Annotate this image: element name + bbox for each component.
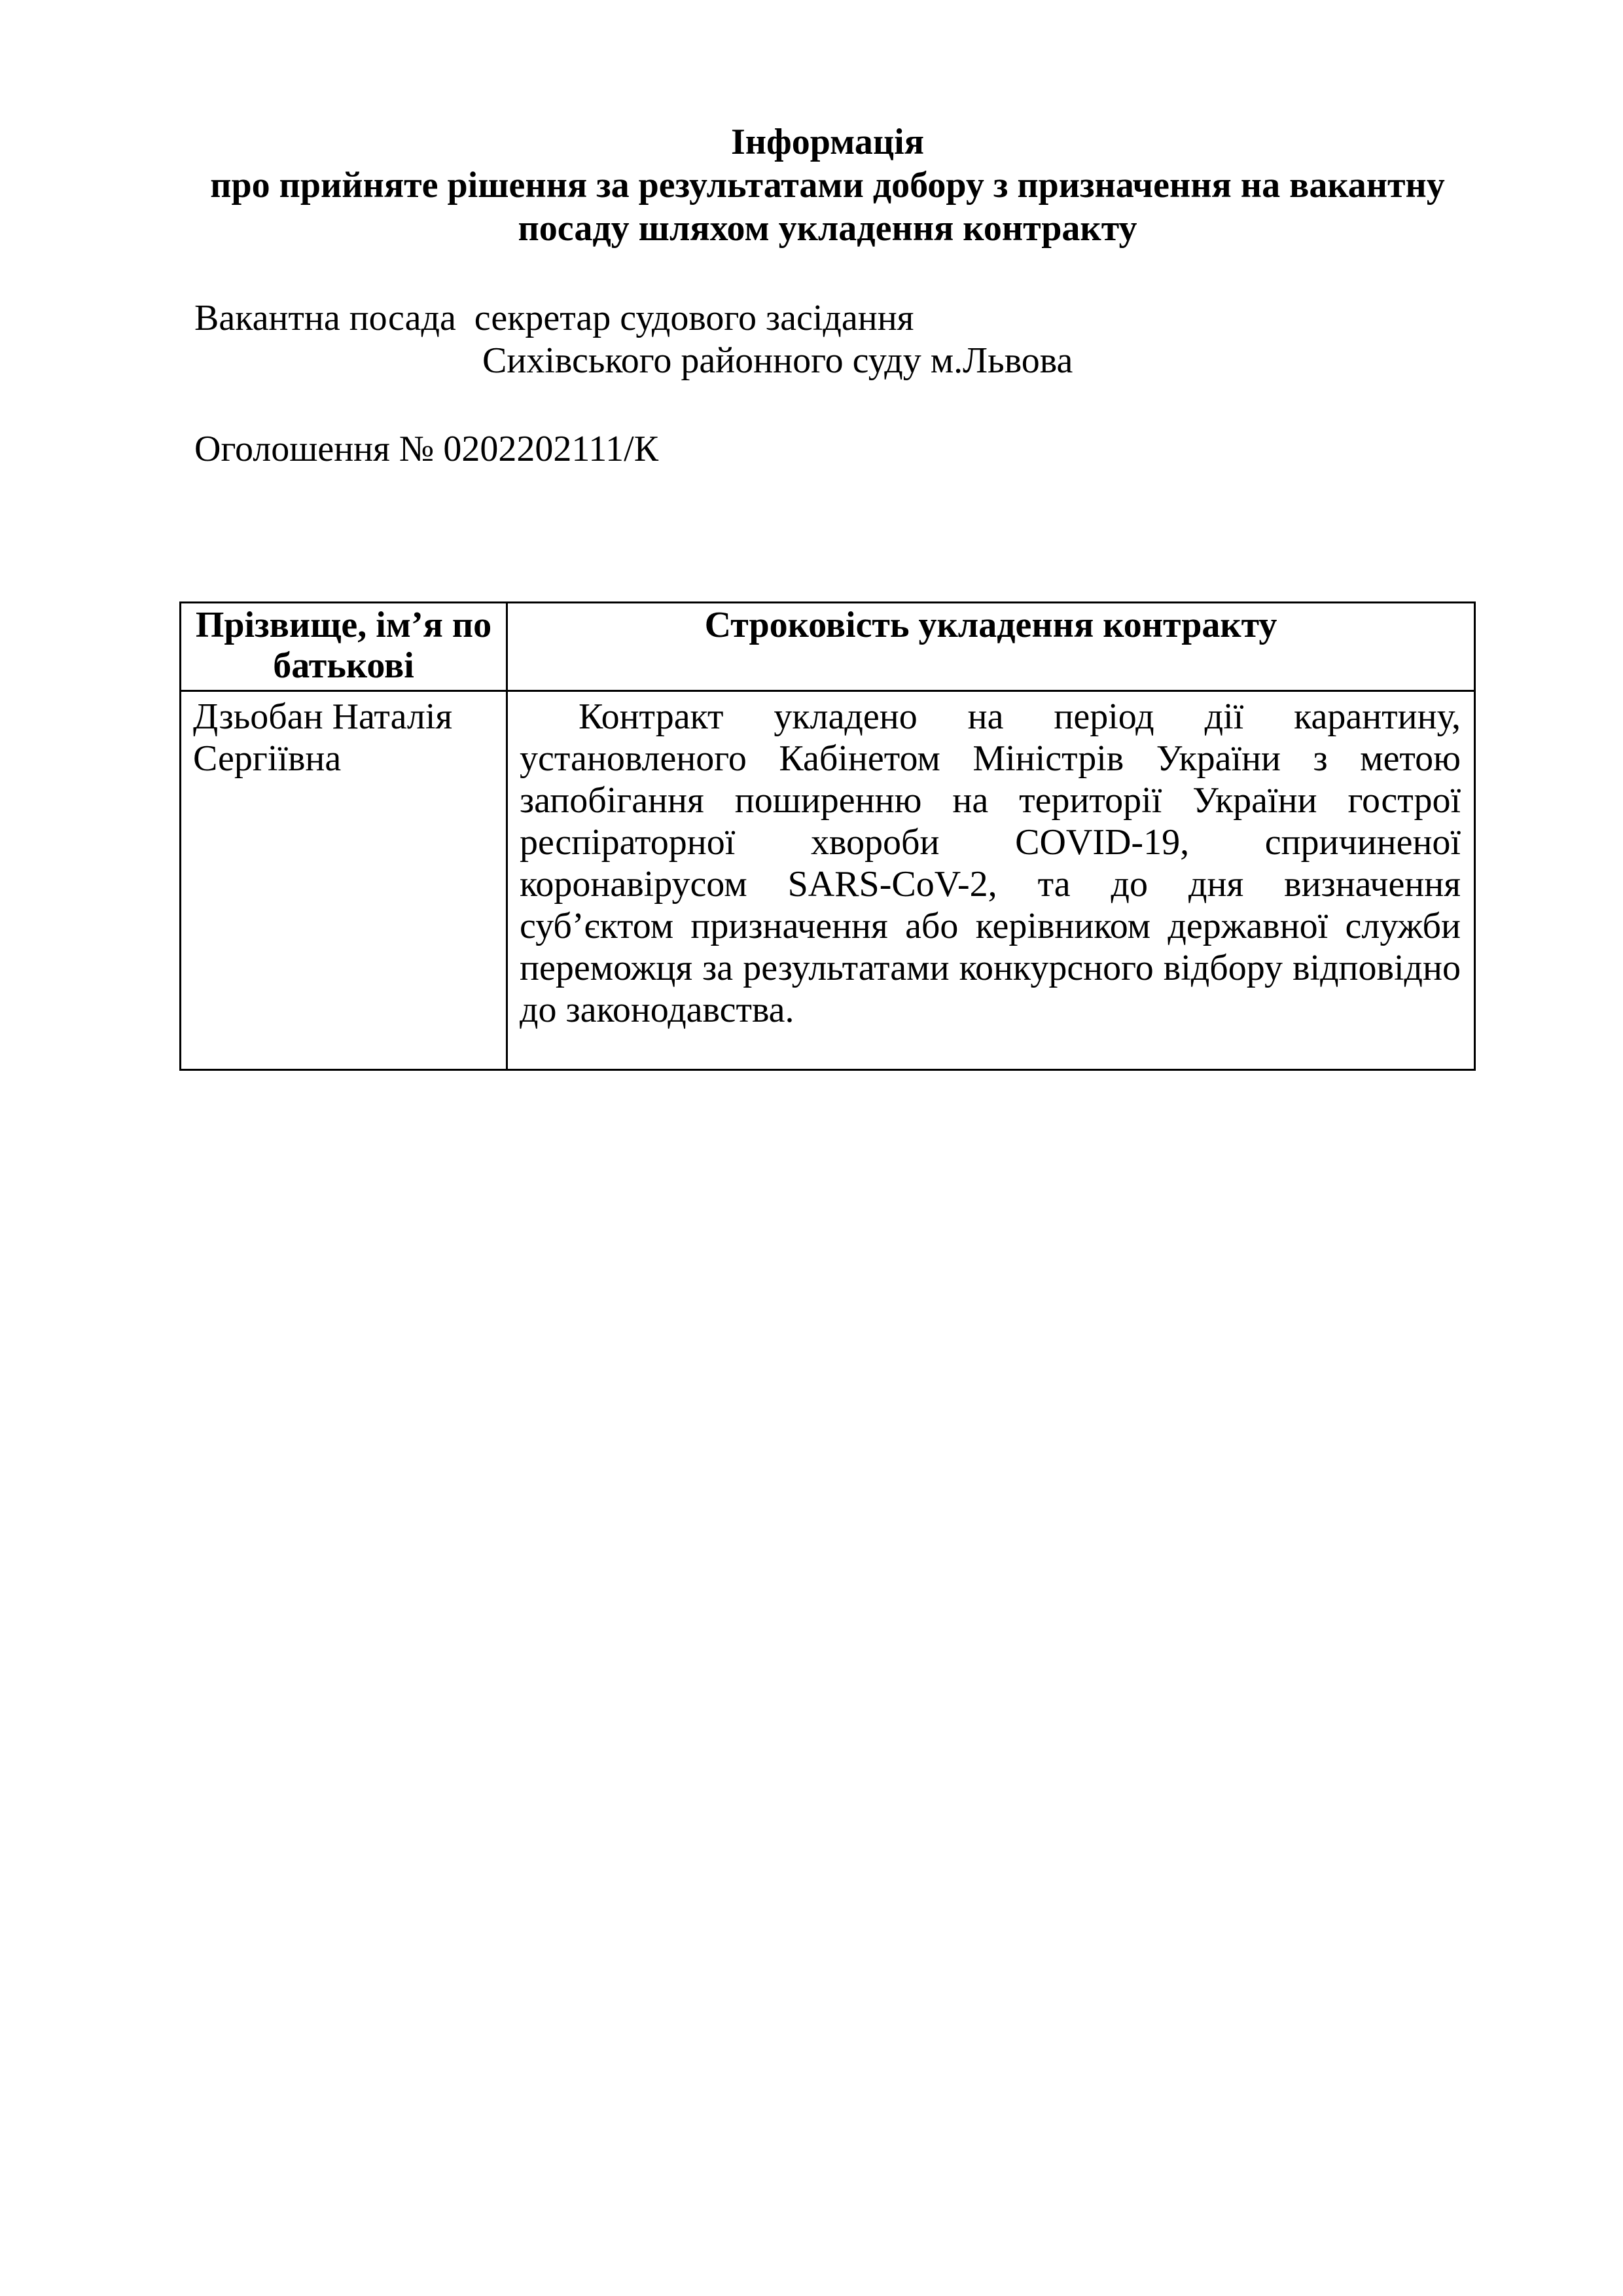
- cell-term: [507, 691, 1475, 1070]
- header-name: Прізвище, ім’я по батькові: [181, 603, 507, 691]
- announcement-number: Оголошення № 0202202111/К: [194, 429, 659, 469]
- header-term: Строковість укладення контракту: [507, 603, 1475, 691]
- vacancy-label: Вакантна посада: [194, 298, 456, 338]
- cell-name: Дзьобан Наталія Сергіївна: [181, 691, 507, 1070]
- table-row: [181, 691, 1475, 1070]
- vacancy-position: секретар судового засідання: [474, 298, 914, 338]
- title-line-3: посаду шляхом укладення контракту: [518, 208, 1137, 249]
- vacancy-court: Сихівського районного суду м.Львова: [482, 340, 1073, 381]
- results-table: [179, 601, 1476, 1071]
- term-text: Контракт укладено на період дії карантину, установленого Кабінетом Міністрів України з метою запобігання поширенню на території України гострої респіраторної хвороби COVID-19, спричиненої коронавірусом SARS-CoV-2, та до дня визначення суб’єктом призначення або керівником державної служби переможця за результатами конкурсного відбору відповідно до законодавства.: [520, 696, 1461, 1030]
- vacancy-line: [194, 296, 914, 340]
- title-line-1: Інформація: [731, 122, 924, 162]
- table-header-row: [181, 603, 1475, 691]
- document-title: [179, 120, 1476, 250]
- title-line-2: про прийняте рішення за результатами добору з призначення на вакантну: [210, 165, 1445, 206]
